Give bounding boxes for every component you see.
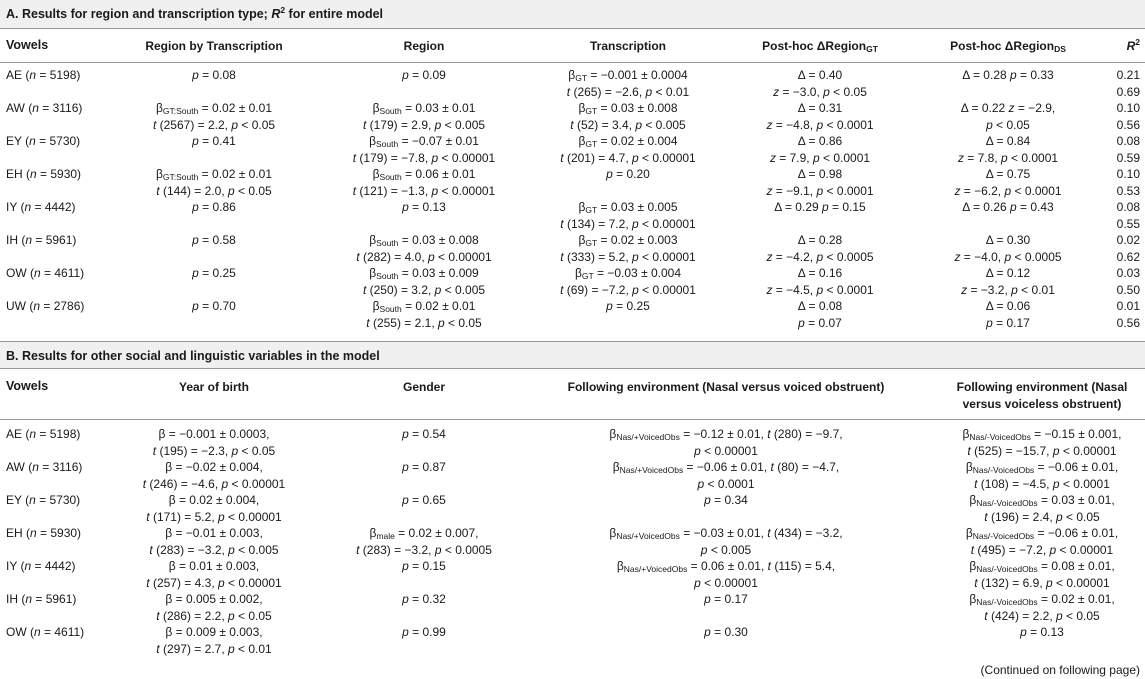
row-a-ow-gt-line: z = −4.5, p < 0.0001	[766, 282, 874, 297]
row-a-ih-trans-line: t (333) = 5.2, p < 0.00001	[560, 249, 696, 264]
row-a-aw-rbt-line: t (2567) = 2.2, p < 0.05	[152, 117, 276, 132]
row-b-ae-fevl-line: t (525) = −15.7, p < 0.00001	[967, 443, 1117, 458]
row-a-iy-r2-line: 0.55	[1116, 216, 1140, 231]
header-vowels-a: Vowels	[6, 38, 49, 52]
row-b-ow-fev-line: p = 0.30	[704, 625, 748, 639]
row-b-aw-fev-line: p < 0.0001	[697, 476, 755, 491]
row-a-eh-gt-line: z = −9.1, p < 0.0001	[766, 183, 874, 198]
row-a-eh-r2-line: 0.10	[1116, 167, 1140, 181]
row-a-ow-trans-line: $\beta_{GT} = -0.03 \pm 0.004$	[574, 266, 682, 281]
row-a-ey-r2-line: 0.59	[1116, 150, 1140, 165]
row-a-uw-ds-line: p = 0.17	[986, 315, 1030, 330]
row-a-ey-r2-line: 0.08	[1116, 134, 1140, 148]
row-a-eh-gt-line: Δ = 0.98	[797, 167, 843, 181]
row-b-iy-vowel: IY (n = 4442)	[6, 559, 76, 573]
row-a-ow-ds-line: z = −3.2, p < 0.01	[961, 282, 1055, 297]
row-a-aw-region-line: $\beta_{South} = 0.03 \pm 0.01$	[372, 101, 476, 116]
row-a-eh-r2-line: 0.53	[1116, 183, 1140, 198]
row-a-uw-gt-line: Δ = 0.08	[797, 299, 843, 313]
row-a-ey-gt-line: z = 7.9, p < 0.0001	[769, 150, 871, 165]
row-b-ae-vowel: AE (n = 5198)	[6, 427, 81, 441]
row-a-iy-gt-line: Δ = 0.29 p = 0.15	[774, 200, 866, 214]
row-a-aw-rbt-line: $\beta_{GT:South} = 0.02 \pm 0.01$	[156, 101, 272, 116]
row-b-eh-fevl-line: $\beta_{Nas/-VoicedObs} = -0.06 \pm 0.01$,	[965, 526, 1119, 541]
row-b-ey-fevl-line: t (196) = 2.4, p < 0.05	[984, 509, 1100, 524]
row-a-ey-vowel: EY (n = 5730)	[6, 134, 81, 148]
row-b-ey-yob-line: β = 0.02 ± 0.004,	[168, 493, 260, 507]
row-b-ih-fevl-line: t (424) = 2.2, p < 0.05	[984, 608, 1100, 623]
header-posthoc-gt: Post-hoc ΔRegion$_{GT}$	[762, 39, 878, 54]
row-b-ae-fev-line: $\beta_{Nas/+VoicedObs} = -0.12 \pm 0.01$, t (280) = −9.7,	[609, 427, 843, 442]
row-b-ow-vowel: OW (n = 4611)	[6, 625, 85, 639]
row-a-aw-gt-line: Δ = 0.31	[797, 101, 843, 115]
row-a-ow-vowel: OW (n = 4611)	[6, 266, 85, 280]
row-a-ih-rbt-line: p = 0.58	[192, 233, 236, 247]
row-a-uw-gt-line: p = 0.07	[798, 315, 842, 330]
row-a-ae-vowel: AE (n = 5198)	[6, 68, 81, 82]
header-following-env-voiceless: Following environment (Nasal versus voiceless obstruent)	[956, 380, 1128, 411]
row-b-aw-yob-line: β = −0.02 ± 0.004,	[165, 460, 263, 474]
row-a-ih-gt-line: z = −4.2, p < 0.0005	[766, 249, 874, 264]
row-a-uw-trans-line: p = 0.25	[606, 299, 650, 313]
row-b-ae-fevl-line: $\beta_{Nas/-VoicedObs} = -0.15 \pm 0.001$,	[962, 427, 1122, 442]
row-a-aw-region-line: t (179) = 2.9, p < 0.005	[362, 117, 486, 132]
row-b-ow-fevl-line: p = 0.13	[1020, 625, 1064, 639]
header-posthoc-ds: Post-hoc ΔRegion$_{DS}$	[950, 39, 1066, 54]
row-a-ih-region-line: $\beta_{South} = 0.03 \pm 0.008$	[369, 233, 479, 248]
row-a-eh-vowel: EH (n = 5930)	[6, 167, 82, 181]
section-a-header-rule	[0, 62, 1145, 63]
row-a-ae-gt-line: Δ = 0.40	[797, 68, 843, 82]
row-b-iy-yob-line: t (257) = 4.3, p < 0.00001	[146, 575, 282, 590]
row-b-ey-yob-line: t (171) = 5.2, p < 0.00001	[146, 509, 282, 524]
row-a-ae-rbt-line: p = 0.08	[192, 68, 236, 82]
row-a-ey-region-line: $\beta_{South} = -0.07 \pm 0.01$	[369, 134, 479, 149]
row-b-aw-fev-line: $\beta_{Nas/+VoicedObs} = -0.06 \pm 0.01$, t (80) = −4.7,	[612, 460, 840, 475]
row-a-aw-gt-line: z = −4.8, p < 0.0001	[766, 117, 874, 132]
header-r-squared: $R^2$	[1126, 37, 1140, 53]
row-a-aw-r2-line: 0.10	[1116, 101, 1140, 115]
row-a-uw-vowel: UW (n = 2786)	[6, 299, 85, 313]
row-a-eh-ds-line: Δ = 0.75	[985, 167, 1031, 181]
row-a-uw-region-line: t (255) = 2.1, p < 0.05	[366, 315, 482, 330]
row-b-ih-yob-line: t (286) = 2.2, p < 0.05	[156, 608, 272, 623]
row-b-iy-yob-line: β = 0.01 ± 0.003,	[168, 559, 260, 573]
row-a-aw-trans-line: t (52) = 3.4, p < 0.005	[570, 117, 686, 132]
row-a-iy-r2-line: 0.08	[1116, 200, 1140, 214]
row-a-iy-trans-line: $\beta_{GT} = 0.03 \pm 0.005$	[578, 200, 678, 215]
row-b-iy-fev-line: $\beta_{Nas/+VoicedObs} = 0.06 \pm 0.01$, t (115) = 5.4,	[616, 559, 836, 574]
row-a-ey-rbt-line: p = 0.41	[192, 134, 236, 148]
header-vowels-b: Vowels	[6, 379, 49, 393]
row-a-ae-region-line: p = 0.09	[402, 68, 446, 82]
row-b-iy-fevl-line: t (132) = 6.9, p < 0.00001	[974, 575, 1110, 590]
row-a-iy-ds-line: Δ = 0.26 p = 0.43	[962, 200, 1054, 214]
row-a-ae-trans-line: t (265) = −2.6, p < 0.01	[566, 84, 690, 99]
row-a-aw-ds-line: Δ = 0.22 z = −2.9,	[960, 101, 1056, 115]
continued-note: (Continued on following page)	[980, 663, 1140, 677]
row-a-eh-ds-line: z = −6.2, p < 0.0001	[954, 183, 1062, 198]
row-a-uw-region-line: $\beta_{South} = 0.02 \pm 0.01$	[372, 299, 476, 314]
row-a-ae-r2-line: 0.69	[1116, 84, 1140, 99]
header-region: Region	[403, 39, 445, 53]
row-b-ae-yob-line: β = −0.001 ± 0.0003,	[158, 427, 270, 441]
row-a-uw-ds-line: Δ = 0.06	[985, 299, 1031, 313]
section-a-title: A. Results for region and transcription type; $R^2$ for entire model	[6, 5, 384, 21]
row-a-eh-trans-line: p = 0.20	[606, 167, 650, 181]
row-a-ey-region-line: t (179) = −7.8, p < 0.00001	[352, 150, 496, 165]
row-a-ow-region-line: $\beta_{South} = 0.03 \pm 0.009$	[369, 266, 479, 281]
row-a-aw-ds-line: p < 0.05	[986, 117, 1030, 132]
header-year-of-birth: Year of birth	[178, 380, 250, 394]
row-a-ey-trans-line: t (201) = 4.7, p < 0.00001	[560, 150, 696, 165]
row-a-aw-trans-line: $\beta_{GT} = 0.03 \pm 0.008$	[578, 101, 678, 116]
row-b-aw-fevl-line: $\beta_{Nas/-VoicedObs} = -0.06 \pm 0.01$,	[965, 460, 1119, 475]
row-a-ae-ds-line: Δ = 0.28 p = 0.33	[962, 68, 1054, 82]
row-a-ae-gt-line: z = −3.0, p < 0.05	[773, 84, 867, 99]
row-b-ih-fev-line: p = 0.17	[704, 592, 748, 606]
row-a-ow-gt-line: Δ = 0.16	[797, 266, 843, 280]
row-b-eh-fevl-line: t (495) = −7.2, p < 0.00001	[970, 542, 1114, 557]
row-b-ae-gender-line: p = 0.54	[402, 427, 446, 441]
row-b-eh-vowel: EH (n = 5930)	[6, 526, 82, 540]
row-a-ih-vowel: IH (n = 5961)	[6, 233, 77, 247]
row-a-iy-trans-line: t (134) = 7.2, p < 0.00001	[560, 216, 696, 231]
row-a-ey-ds-line: Δ = 0.84	[985, 134, 1031, 148]
row-b-iy-gender-line: p = 0.15	[402, 559, 446, 573]
row-a-iy-rbt-line: p = 0.86	[192, 200, 236, 214]
row-a-ow-r2-line: 0.03	[1116, 266, 1140, 280]
row-a-eh-rbt-line: t (144) = 2.0, p < 0.05	[156, 183, 272, 198]
row-a-ow-r2-line: 0.50	[1116, 282, 1140, 297]
row-b-eh-yob-line: β = −0.01 ± 0.003,	[165, 526, 263, 540]
row-a-ow-ds-line: Δ = 0.12	[985, 266, 1031, 280]
row-b-ae-yob-line: t (195) = −2.3, p < 0.05	[152, 443, 276, 458]
row-a-eh-rbt-line: $\beta_{GT:South} = 0.02 \pm 0.01$	[156, 167, 272, 182]
row-a-ih-gt-line: Δ = 0.28	[797, 233, 843, 247]
row-a-aw-r2-line: 0.56	[1116, 117, 1140, 132]
row-b-eh-gender-line: t (283) = −3.2, p < 0.0005	[356, 542, 492, 557]
row-b-ow-yob-line: t (297) = 2.7, p < 0.01	[156, 641, 272, 656]
row-a-ow-region-line: t (250) = 3.2, p < 0.005	[362, 282, 486, 297]
row-b-ih-yob-line: β = 0.005 ± 0.002,	[165, 592, 263, 606]
header-region-by-transcription: Region by Transcription	[145, 39, 283, 53]
row-a-ey-trans-line: $\beta_{GT} = 0.02 \pm 0.004$	[578, 134, 678, 149]
row-b-ow-yob-line: β = 0.009 ± 0.003,	[165, 625, 263, 639]
row-b-eh-yob-line: t (283) = −3.2, p < 0.005	[149, 542, 279, 557]
row-b-iy-fevl-line: $\beta_{Nas/-VoicedObs} = 0.08 \pm 0.01$,	[969, 559, 1115, 574]
row-a-aw-vowel: AW (n = 3116)	[6, 101, 83, 115]
row-b-ow-gender-line: p = 0.99	[402, 625, 446, 639]
row-b-eh-fev-line: p < 0.005	[700, 542, 752, 557]
header-transcription: Transcription	[589, 39, 667, 53]
header-following-env-voiced: Following environment (Nasal versus voiced obstruent)	[567, 380, 885, 394]
row-b-iy-fev-line: p < 0.00001	[694, 575, 758, 590]
row-a-ow-rbt-line: p = 0.25	[192, 266, 236, 280]
section-b-title: B. Results for other social and linguistic variables in the model	[6, 349, 380, 363]
row-b-ey-fev-line: p = 0.34	[704, 493, 748, 507]
row-a-ih-ds-line: z = −4.0, p < 0.0005	[954, 249, 1062, 264]
row-a-ih-region-line: t (282) = 4.0, p < 0.00001	[356, 249, 492, 264]
section-b-rule	[0, 368, 1145, 369]
row-a-ih-ds-line: Δ = 0.30	[985, 233, 1031, 247]
row-a-ey-ds-line: z = 7.8, p < 0.0001	[957, 150, 1059, 165]
row-b-eh-fev-line: $\beta_{Nas/+VoicedObs} = -0.03 \pm 0.01$, t (434) = −3.2,	[609, 526, 843, 541]
row-b-ih-vowel: IH (n = 5961)	[6, 592, 77, 606]
row-b-ih-fevl-line: $\beta_{Nas/-VoicedObs} = 0.02 \pm 0.01$,	[969, 592, 1115, 607]
row-a-eh-region-line: $\beta_{South} = 0.06 \pm 0.01$	[372, 167, 476, 182]
section-a-rule	[0, 28, 1145, 29]
row-a-ih-r2-line: 0.62	[1116, 249, 1140, 264]
row-a-ow-trans-line: t (69) = −7.2, p < 0.00001	[560, 282, 696, 297]
row-a-ae-trans-line: $\beta_{GT} = -0.001 \pm 0.0004$	[568, 68, 688, 83]
row-b-aw-gender-line: p = 0.87	[402, 460, 446, 474]
header-gender: Gender	[402, 380, 446, 394]
row-a-uw-r2-line: 0.56	[1116, 315, 1140, 330]
row-b-aw-vowel: AW (n = 3116)	[6, 460, 83, 474]
row-b-ey-fevl-line: $\beta_{Nas/-VoicedObs} = 0.03 \pm 0.01$,	[969, 493, 1115, 508]
row-b-ih-gender-line: p = 0.32	[402, 592, 446, 606]
row-a-ae-r2-line: 0.21	[1116, 68, 1140, 82]
row-a-iy-region-line: p = 0.13	[402, 200, 446, 214]
row-b-ae-fev-line: p < 0.00001	[694, 443, 758, 458]
row-b-aw-fevl-line: t (108) = −4.5, p < 0.0001	[974, 476, 1110, 491]
row-a-iy-vowel: IY (n = 4442)	[6, 200, 76, 214]
row-b-aw-yob-line: t (246) = −4.6, p < 0.00001	[142, 476, 286, 491]
row-b-eh-gender-line: $\beta_{male} = 0.02 \pm 0.007$,	[369, 526, 479, 541]
row-a-ih-trans-line: $\beta_{GT} = 0.02 \pm 0.003$	[578, 233, 678, 248]
row-a-ih-r2-line: 0.02	[1116, 233, 1140, 247]
section-b-header-rule	[0, 419, 1145, 420]
row-b-ey-gender-line: p = 0.65	[402, 493, 446, 507]
row-a-uw-rbt-line: p = 0.70	[192, 299, 236, 313]
row-a-eh-region-line: t (121) = −1.3, p < 0.00001	[352, 183, 496, 198]
row-a-ey-gt-line: Δ = 0.86	[797, 134, 843, 148]
row-b-ey-vowel: EY (n = 5730)	[6, 493, 81, 507]
row-a-uw-r2-line: 0.01	[1116, 299, 1140, 313]
